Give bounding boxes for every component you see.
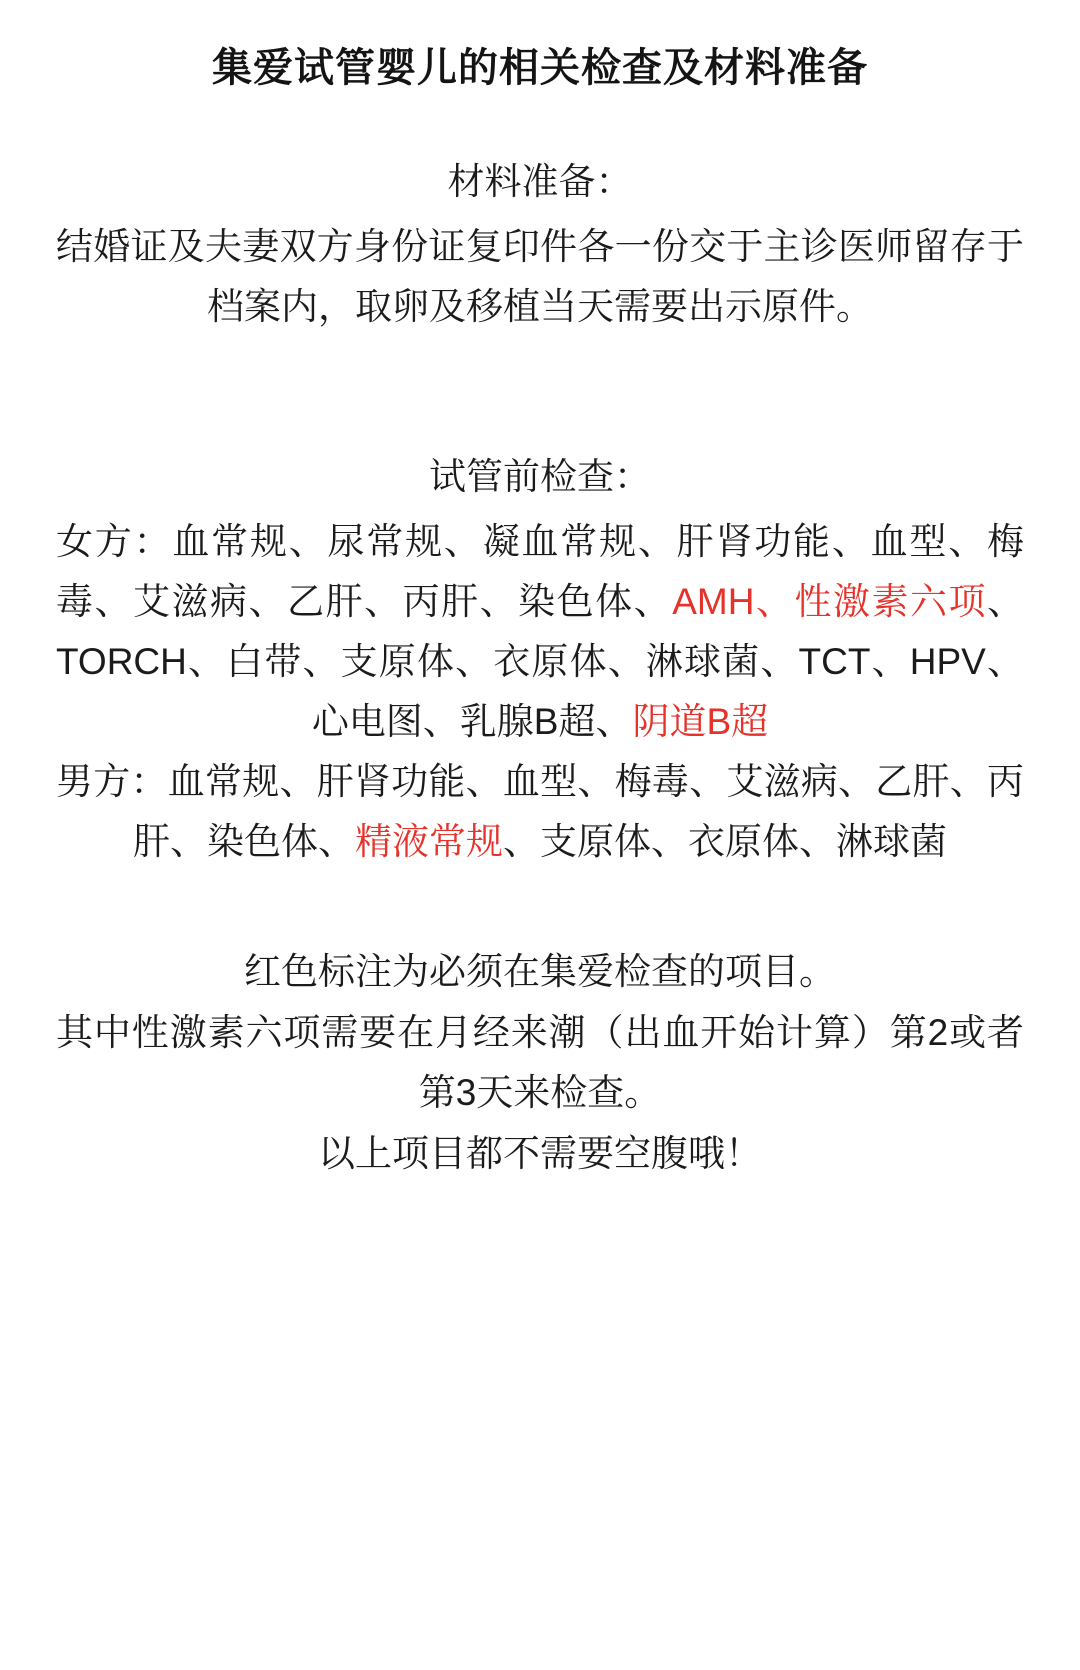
female-red-item-amh: AMH [672,581,755,623]
materials-section [56,152,1024,337]
female-red-item-vaginal-ultrasound: 阴道B超 [632,701,769,743]
female-red-separator: 、 [754,581,795,623]
female-items-plain-1: 血常规、尿常规、凝血常规、肝肾功能、血型、梅毒、艾滋病、乙肝、丙肝、染色体、 [56,521,1024,623]
male-items-plain-2: 、支原体、衣原体、淋球菌 [503,820,947,862]
male-exam-row [56,752,1024,872]
pre-exam-heading: 试管前检查： [429,456,651,498]
page-title: 集爱试管婴儿的相关检查及材料准备 [212,46,868,90]
female-exam-row [56,512,1024,752]
note-line-3: 以上项目都不需要空腹哦！ [318,1132,762,1174]
notes-section [56,942,1024,1185]
materials-body: 结婚证及夫妻双方身份证复印件各一份交于主诊医师留存于档案内，取卵及移植当天需要出示原件。 [56,226,1024,328]
male-label: 男方： [56,761,168,802]
male-red-item-semen-analysis: 精液常规 [355,820,503,862]
female-red-item-hormone-six: 性激素六项 [794,581,988,623]
pre-exam-section [56,447,1024,872]
note-line-2: 其中性激素六项需要在月经来潮（出血开始计算）第2或者第3天来检查。 [56,1011,1024,1114]
female-items-plain-2: 、TORCH、白带、支原体、衣原体、淋球菌、TCT、HPV、心电图、乳腺B超、 [56,581,1025,743]
female-label: 女方： [56,521,173,563]
male-items-plain-1: 血常规、肝肾功能、血型、梅毒、艾滋病、乙肝、丙肝、染色体、 [133,761,1025,862]
section-spacer [56,337,1024,393]
note-line-1: 红色标注为必须在集爱检查的项目。 [244,950,836,992]
materials-heading: 材料准备： [447,161,633,202]
